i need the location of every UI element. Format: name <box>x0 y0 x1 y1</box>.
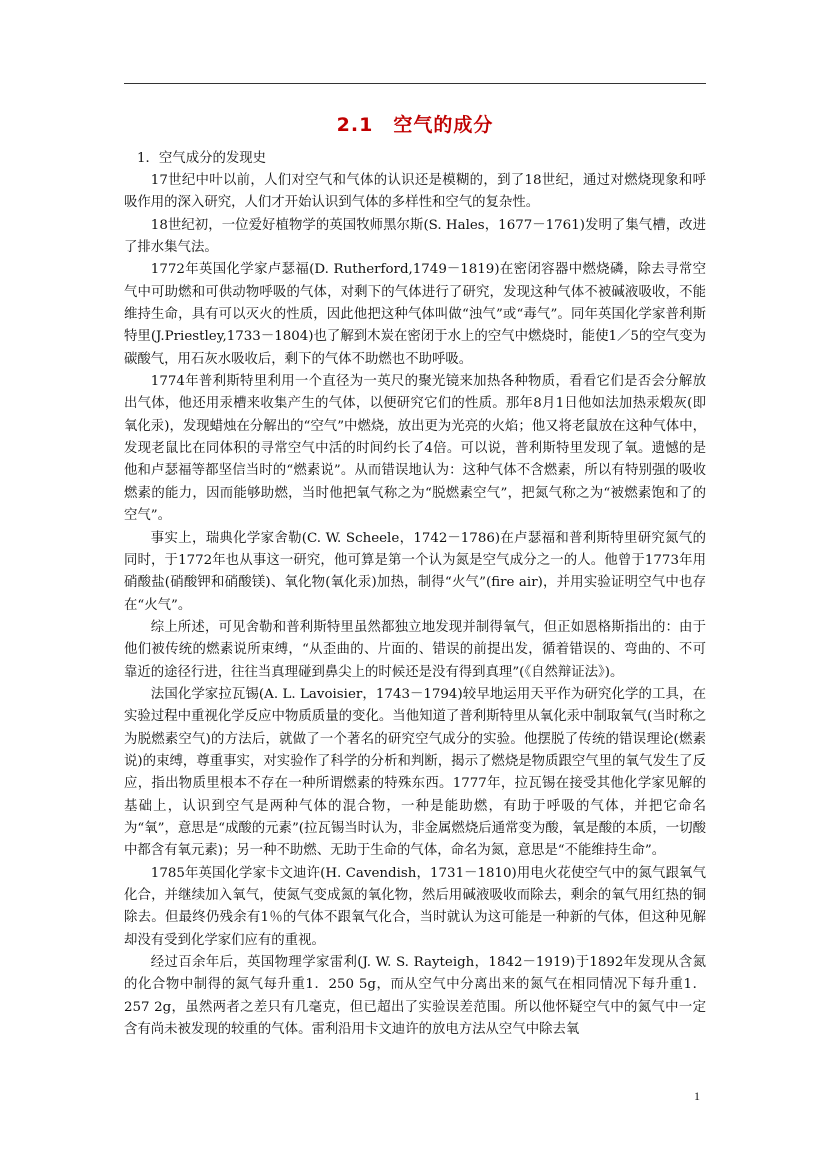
paragraph: 法国化学家拉瓦锡(A. L. Lavoisier，1743－1794)较早地运用天平作为研究化学的工具，在实验过程中重视化学反应中物质质量的变化。当他知道了普利斯特里从氧化汞中制取氧气(当时称之为脱燃素空气)的方法后，就做了一个著名的研究空气成分的实验。他摆脱了传统的错误理论(燃素说)的束缚，尊重事实，对实验作了科学的分析和判断，揭示了燃烧是物质跟空气里的氧气发生了反应，指出物质里根本不存在一种所谓燃素的特殊东西。1777年，拉瓦锡在接受其他化学家见解的基础上，认识到空气是两种气体的混合物，一种是能助燃，有助于呼吸的气体，并把它命名为“氧”，意思是“成酸的元素”(拉瓦锡当时认为，非金属燃烧后通常变为酸，氧是酸的本质，一切酸中都含有氧元素)；另一种不助燃、无助于生命的气体，命名为氮，意思是“不能维持生命”。 <box>124 686 706 859</box>
paragraph: 1785年英国化学家卡文迪许(H. Cavendish，1731－1810)用电火花使空气中的氮气跟氧气化合，并继续加入氧气，使氮气变成氮的氧化物，然后用碱液吸收而除去，剩余的氧气用红热的铜除去。但最终仍残余有1％的气体不跟氧气化合，当时就认为这可能是一种新的气体，但这种见解却没有受到化学家们应有的重视。 <box>124 865 706 948</box>
section-heading: 1．空气成分的发现史 <box>137 151 267 166</box>
page-number: 1 <box>694 1089 700 1103</box>
body-text <box>124 170 706 1041</box>
paragraph: 事实上，瑞典化学家舍勒(C. W. Scheele，1742－1786)在卢瑟福和普利斯特里研究氮气的同时，于1772年也从事这一研究，他可算是第一个认为氮是空气成分之一的人。他曾于1773年用硝酸盐(硝酸钾和硝酸镁)、氧化物(氧化汞)加热，制得“火气”(fire air)，并用实验证明空气中也存在“火气”。 <box>124 530 706 613</box>
page-title: 2.1 空气的成分 <box>336 114 494 136</box>
paragraph: 1772年英国化学家卢瑟福(D. Rutherford,1749－1819)在密闭容器中燃烧磷，除去寻常空气中可助燃和可供动物呼吸的气体，对剩下的气体进行了研究，发现这种气体不被碱液吸收，不能维持生命，具有可以灭火的性质，因此他把这种气体叫做“浊气”或“毒气”。同年英国化学家普利斯特里(J.Priestley,1733－1804)也了解到木炭在密闭于水上的空气中燃烧时，能使1／5的空气变为碳酸气，用石灰水吸收后，剩下的气体不助燃也不助呼吸。 <box>124 262 706 367</box>
paragraph: 综上所述，可见舍勒和普利斯特里虽然都独立地发现并制得氧气，但正如恩格斯指出的：由于他们被传统的燃素说所束缚，“从歪曲的、片面的、错误的前提出发，循着错误的、弯曲的、不可靠近的途径行进，往往当真理碰到鼻尖上的时候还是没有得到真理”(《自然辩证法》)。 <box>124 619 706 680</box>
header-rule <box>124 83 706 84</box>
paragraph: 经过百余年后，英国物理学家雷利(J. W. S. Rayteigh，1842－1919)于1892年发现从含氮的化合物中制得的氮气每升重1．250 5g，而从空气中分离出来的氮气在相同情况下每升重1．257 2g，虽然两者之差只有几毫克，但已超出了实验误差范围。所以他怀疑空气中的氮气中一定含有尚未被发现的较重的气体。雷利沿用卡文迪许的放电方法从空气中除去氧 <box>124 955 706 1038</box>
paragraph: 18世纪初，一位爱好植物学的英国牧师黑尔斯(S. Hales，1677－1761)发明了集气槽，改进了排水集气法。 <box>124 217 706 256</box>
paragraph: 1774年普利斯特里利用一个直径为一英尺的聚光镜来加热各种物质，看看它们是否会分解放出气体，他还用汞槽来收集产生的气体，以便研究它们的性质。那年8月1日他如法加热汞煅灰(即氧化汞)，发现蜡烛在分解出的“空气”中燃烧，放出更为光亮的火焰；他又将老鼠放在这种气体中，发现老鼠比在同体积的寻常空气中活的时间约长了4倍。可以说，普利斯特里发现了氧。遗憾的是他和卢瑟福等都坚信当时的“燃素说”。从而错误地认为：这种气体不含燃素，所以有特别强的吸收燃素的能力，因而能够助燃，当时他把氧气称之为“脱燃素空气”，把氮气称之为“被燃素饱和了的空气”。 <box>124 374 706 524</box>
paragraph: 17世纪中叶以前，人们对空气和气体的认识还是模糊的，到了18世纪，通过对燃烧现象和呼吸作用的深入研究，人们才开始认识到气体的多样性和空气的复杂性。 <box>124 173 706 211</box>
